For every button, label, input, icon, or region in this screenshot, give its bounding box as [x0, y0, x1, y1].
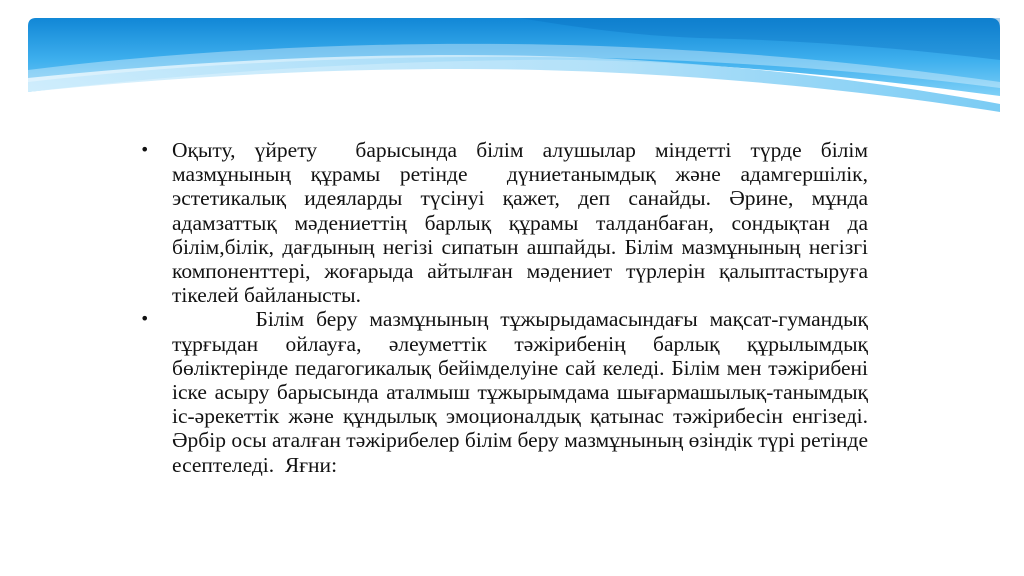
wave-banner	[0, 0, 1024, 140]
bullet-text: Оқыту, үйрету барысында білім алушылар міндетті түрде білім мазмұнының құрамы ретінде дүниетанымдық және адамгершілік, эстетикалық идеяларды түсінуі қажет, деп санайды. Әрине, мұнда адамзаттық мәдениеттің барлық құрамы талданбаған, сондықтан да білім,білік, дағдының негізі сипатын ашпайды. Білім мазмұнының негізгі компоненттері, жоғарыда айтылған мәдениет түрлерін қалыптастыруға тікелей байланысты.	[172, 138, 879, 308]
bullet-item	[140, 138, 879, 308]
bullet-list	[140, 138, 879, 477]
bullet-text: Білім беру мазмұнының тұжырыдамасындағы мақсат-гумандық тұрғыдан ойлауға, әлеуметтік тәжірибенің барлық құрылымдық бөліктерінде педагогикалық бейімделуіне сай келеді. Білім мен тәжірибені іске асыру барысында аталмыш тұжырымдама шығармашылық-танымдық іс-әрекеттік және құндылық эмоционалдық қатынас тәжірибесін енгізеді. Әрбір осы аталған тәжірибелер білім беру мазмұнының өзіндік түрі ретінде есептеледі. Яғни:	[172, 307, 874, 477]
bullet-marker: •	[140, 140, 150, 159]
bullet-marker: •	[140, 309, 150, 329]
bullet-item	[140, 307, 874, 477]
